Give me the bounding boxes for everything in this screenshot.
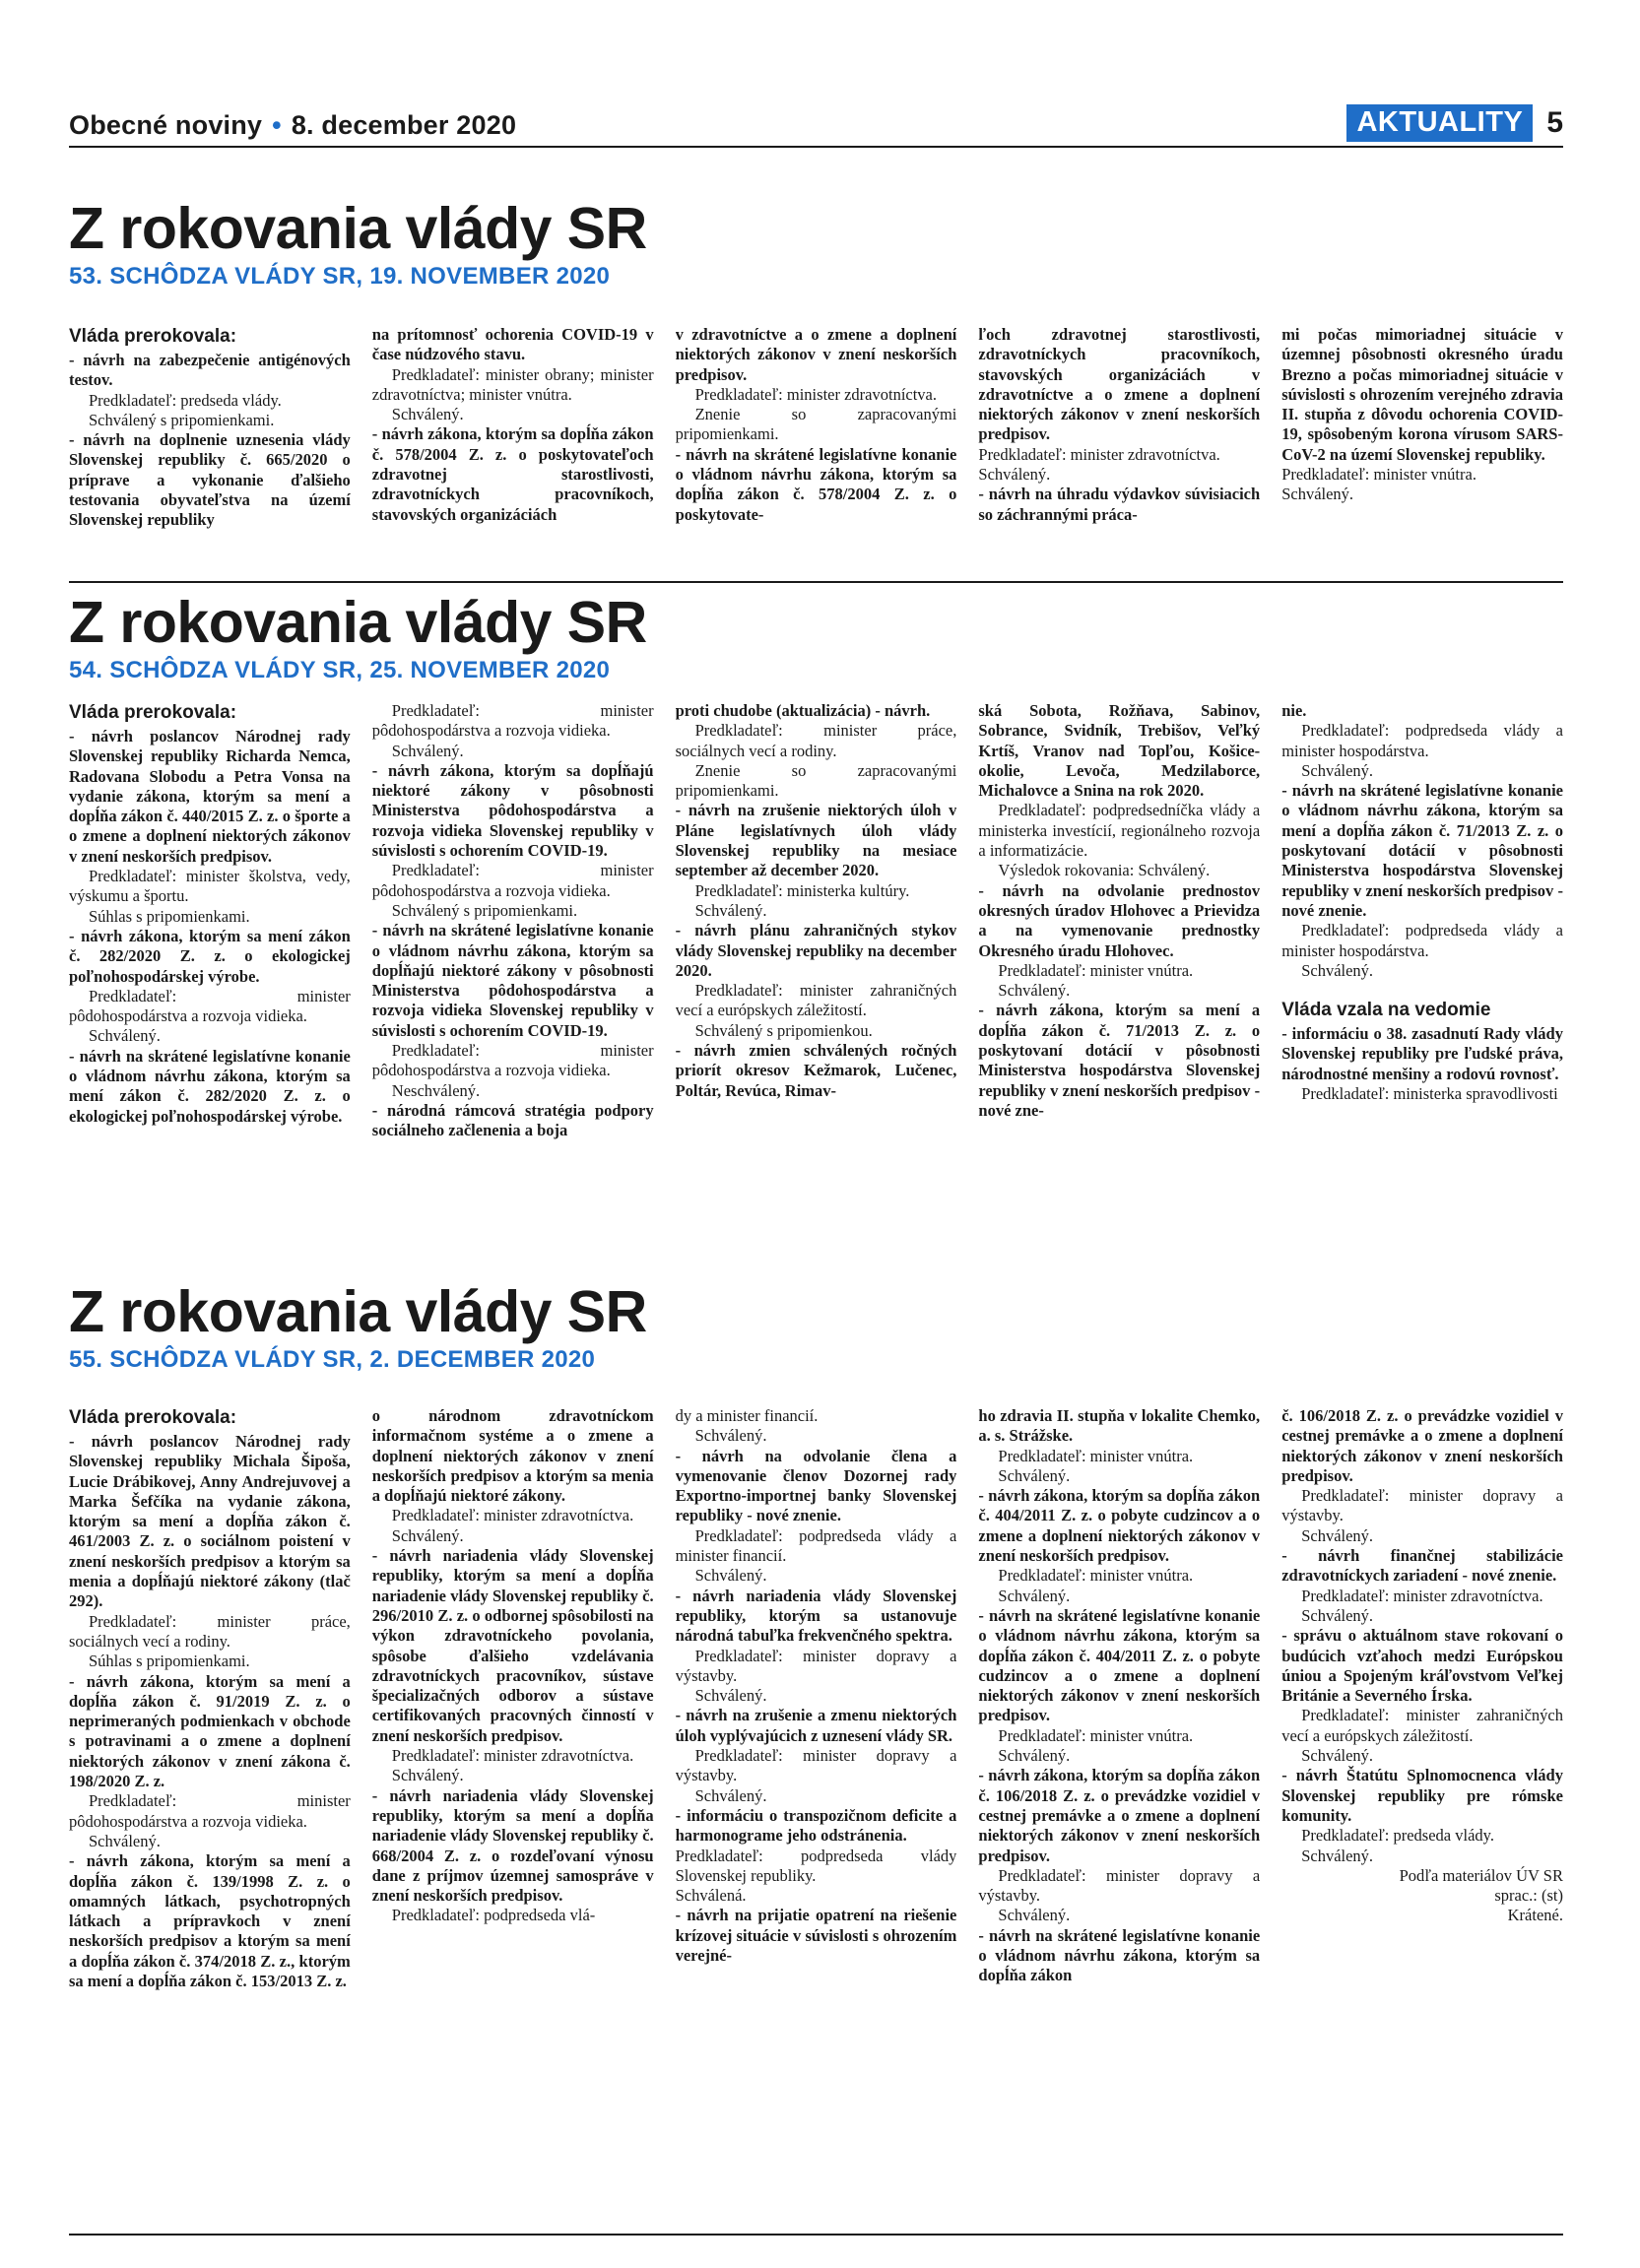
column-1 bbox=[69, 1406, 351, 2220]
agenda-note: Schválený. bbox=[1301, 1605, 1374, 1625]
agenda-item: - návrh na odvolanie prednostov okresných úradov Hlohovec a Prievidza a na vymenovanie prednostky Okresného úradu Hlohovec. bbox=[978, 880, 1261, 960]
article-subtitle: 53. SCHÔDZA VLÁDY SR, 19. NOVEMBER 2020 bbox=[69, 263, 611, 290]
agenda-item: - návrh na skrátené legislatívne konanie o vládnom návrhu zákona, ktorým sa dopĺňajú niektoré zákony v pôsobnosti Ministerstva pôdohospodárstva a rozvoja vidieka Slovenskej republiky v súvislosti s ochorením COVID-19. bbox=[371, 921, 654, 1040]
agenda-note: Predkladateľ: minister vnútra. bbox=[998, 1446, 1194, 1465]
agenda-item: - návrh plánu zahraničných stykov vlády Slovenskej republiky na december 2020. bbox=[675, 921, 957, 980]
agenda-note: Predkladateľ: minister školstva, vedy, výskumu a športu. bbox=[69, 867, 351, 906]
agenda-item: nie. bbox=[1281, 701, 1307, 720]
section-heading: Vláda prerokovala: bbox=[69, 702, 237, 723]
agenda-note: Schválený. bbox=[998, 1586, 1071, 1605]
agenda-note: Predkladateľ: minister zdravotníctva. bbox=[694, 384, 938, 404]
agenda-item: - návrh zákona, ktorým sa dopĺňa zákon č. 578/2004 Z. z. o poskytovateľoch zdravotnej starostlivosti, zdravotníckych pracovníkoch, stavovských organizáciách bbox=[371, 424, 654, 524]
section-heading: Vláda prerokovala: bbox=[69, 326, 237, 347]
agenda-note: Schválený. bbox=[89, 1831, 161, 1850]
agenda-note: Predkladateľ: predseda vlády. bbox=[1301, 1826, 1494, 1846]
agenda-note: dy a minister financií. bbox=[675, 1406, 819, 1425]
agenda-note: Výsledok rokovania: Schválený. bbox=[998, 861, 1211, 880]
article-columns bbox=[69, 1406, 1563, 2220]
agenda-item: - návrh na skrátené legislatívne konanie o vládnom návrhu zákona, ktorým sa mení zákon č. 282/2020 Z. z. o ekologickej poľnohospodárskej výrobe. bbox=[69, 1046, 351, 1126]
article-session-55 bbox=[69, 1279, 1563, 1991]
agenda-note: Schválený. bbox=[1301, 960, 1374, 980]
agenda-item: mi počas mimoriadnej situácie v územnej pôsobnosti okresného úradu Brezno a počas mimoriadnej situácie v súvislosti s ohrozením verejného zdravia II. stupňa z dôvodu ochorenia COVID-19, spôsobeným korona vírusom SARS-CoV-2 na území Slovenskej republiky. bbox=[1281, 325, 1563, 464]
agenda-note: Schválený. bbox=[998, 1906, 1071, 1925]
agenda-note: Predkladateľ: minister vnútra. bbox=[998, 1566, 1194, 1586]
article-title: Z rokovania vlády SR bbox=[69, 196, 647, 261]
agenda-note: Predkladateľ: podpredseda vlády Slovenskej republiky. bbox=[675, 1846, 957, 1885]
agenda-note: Predkladateľ: minister dopravy a výstavby. bbox=[978, 1865, 1261, 1906]
agenda-note: Schválený s pripomienkami. bbox=[391, 900, 578, 920]
bullet-separator: • bbox=[272, 110, 282, 140]
agenda-note: Predkladateľ: podpredseda vlá- bbox=[391, 1906, 596, 1925]
agenda-item: - návrh na doplnenie uznesenia vlády Slovenskej republiky č. 665/2020 o príprave a vykonanie ďalšieho testovania obyvateľstva na území Slovenskej republiky bbox=[69, 430, 351, 530]
agenda-note: Schválený. bbox=[391, 405, 464, 424]
agenda-item: ľoch zdravotnej starostlivosti, zdravotníckych pracovníkoch, stavovských organizáciách v zdravotníctve a o zmene a doplnení niektorých zákonov v znení neskorších predpisov. bbox=[978, 325, 1261, 444]
bottom-rule bbox=[69, 2234, 1563, 2236]
agenda-item: - návrh na skrátené legislatívne konanie o vládnom návrhu zákona, ktorým sa mení a dopĺňa zákon č. 71/2013 Z. z. o poskytovaní dotácií v pôsobnosti Ministerstva hospodárstva Slovenskej republiky v znení neskorších predpisov - nové znenie. bbox=[1281, 781, 1563, 920]
article-subtitle: 54. SCHÔDZA VLÁDY SR, 25. NOVEMBER 2020 bbox=[69, 657, 611, 683]
agenda-item: - návrh zákona, ktorým sa mení a dopĺňa zákon č. 91/2019 Z. z. o neprimeraných podmienkach v obchode s potravinami a o zmene a doplnení niektorých zákonov v znení zákona č. 198/2020 Z. z. bbox=[69, 1671, 351, 1791]
column-3 bbox=[676, 1406, 957, 2220]
masthead-right bbox=[1346, 104, 1563, 142]
column-2 bbox=[372, 1406, 654, 2220]
agenda-note: Schválený. bbox=[694, 1785, 767, 1805]
agenda-note: Predkladateľ: minister pôdohospodárstva a rozvoja vidieka. bbox=[371, 701, 654, 741]
source-credit: Podľa materiálov ÚV SR bbox=[1399, 1865, 1563, 1885]
column-1 bbox=[69, 325, 351, 575]
agenda-item: - návrh na skrátené legislatívne konanie o vládnom návrhu zákona, ktorým sa dopĺňa zákon bbox=[978, 1925, 1261, 1985]
agenda-note: Schválený. bbox=[1301, 760, 1374, 780]
agenda-item: - návrh zákona, ktorým sa mení zákon č. 282/2020 Z. z. o ekologickej poľnohospodárskej výrobe. bbox=[69, 926, 351, 986]
agenda-note: Schválený. bbox=[391, 1766, 464, 1785]
masthead bbox=[69, 102, 1563, 148]
agenda-note: Predkladateľ: minister zdravotníctva. bbox=[978, 444, 1220, 464]
column-4 bbox=[978, 701, 1260, 1231]
agenda-note: Predkladateľ: minister zdravotníctva. bbox=[391, 1746, 634, 1766]
agenda-note: Schválený. bbox=[998, 1465, 1071, 1485]
column-1 bbox=[69, 701, 351, 1231]
paper-name: Obecné noviny bbox=[69, 110, 263, 140]
agenda-item: - návrh finančnej stabilizácie zdravotníckych zariadení - nové znenie. bbox=[1281, 1546, 1563, 1586]
agenda-item: č. 106/2018 Z. z. o prevádzke vozidiel v cestnej premávke a o zmene a doplnení niektorých zákonov v znení neskorších predpisov. bbox=[1281, 1406, 1563, 1485]
agenda-note: Predkladateľ: minister práce, sociálnych vecí a rodiny. bbox=[675, 721, 957, 760]
agenda-note: Predkladateľ: predseda vlády. bbox=[89, 390, 282, 410]
agenda-item: na prítomnosť ochorenia COVID-19 v čase núdzového stavu. bbox=[371, 325, 654, 364]
agenda-note: Neschválený. bbox=[391, 1080, 481, 1100]
agenda-item: proti chudobe (aktualizácia) - návrh. bbox=[675, 701, 931, 720]
agenda-note: Predkladateľ: minister pôdohospodárstva a rozvoja vidieka. bbox=[69, 986, 351, 1026]
agenda-note: Schválený. bbox=[1281, 485, 1354, 504]
article-subtitle: 55. SCHÔDZA VLÁDY SR, 2. DECEMBER 2020 bbox=[69, 1346, 596, 1373]
column-5 bbox=[1281, 325, 1563, 575]
agenda-item: - návrh zákona, ktorým sa mení a dopĺňa zákon č. 139/1998 Z. z. o omamných látkach, psychotropných látkach a prípravkoch v znení neskorších predpisov a ktorým sa mení a dopĺňa zákon č. 374/2018 Z. z., ktorým sa mení a dopĺňa zákon č. 153/2013 Z. z. bbox=[69, 1851, 351, 1991]
agenda-note: Predkladateľ: minister zdravotníctva. bbox=[391, 1506, 634, 1525]
agenda-item: - návrh poslancov Národnej rady Slovenskej republiky Michala Šipoša, Lucie Drábikovej, Anny Andrejuvovej a Marka Šefčíka na vydanie zákona, ktorým sa mení a dopĺňa zákon č. 461/2003 Z. z. o sociálnom poistení v znení neskorších predpisov a ktorým sa menia a dopĺňajú niektoré zákony (tlač 292). bbox=[69, 1432, 351, 1611]
agenda-note: Predkladateľ: podpredseda vlády a minister financií. bbox=[675, 1525, 957, 1566]
article-session-53 bbox=[69, 196, 1563, 530]
agenda-item: - návrh na úhradu výdavkov súvisiacich so záchrannými práca- bbox=[978, 485, 1261, 524]
agenda-item: - návrh na zrušenie niektorých úloh v Pláne legislatívnych úloh vlády Slovenskej republiky na mesiace september až december 2020. bbox=[675, 801, 957, 880]
agenda-note: Predkladateľ: minister zahraničných vecí a európskych záležitostí. bbox=[675, 981, 957, 1020]
agenda-note: Schválený. bbox=[998, 1746, 1071, 1766]
agenda-item: - správu o aktuálnom stave rokovaní o budúcich vzťahoch medzi Európskou úniou a Spojeným kráľovstvom Veľkej Británie a Severného Írska. bbox=[1281, 1626, 1563, 1706]
agenda-note: Schválený. bbox=[694, 1686, 767, 1706]
agenda-note: Predkladateľ: minister práce, sociálnych vecí a rodiny. bbox=[69, 1611, 351, 1651]
agenda-note: Predkladateľ: podpredsedníčka vlády a ministerka investícií, regionálneho rozvoja a informatizácie. bbox=[978, 801, 1261, 861]
agenda-note: Schválený. bbox=[1301, 1525, 1374, 1545]
column-3 bbox=[676, 701, 957, 1231]
agenda-note: Predkladateľ: minister obrany; minister zdravotníctva; minister vnútra. bbox=[371, 364, 654, 404]
agenda-note: Schválený s pripomienkami. bbox=[89, 410, 275, 429]
column-4 bbox=[978, 325, 1260, 575]
agenda-note: Predkladateľ: minister dopravy a výstavby. bbox=[675, 1646, 957, 1685]
article-title: Z rokovania vlády SR bbox=[69, 1279, 647, 1344]
agenda-note: Predkladateľ: ministerka spravodlivosti bbox=[1301, 1084, 1558, 1104]
agenda-item: - návrh na zrušenie a zmenu niektorých úloh vyplývajúcich z uznesení vlády SR. bbox=[675, 1706, 957, 1745]
agenda-item: - návrh na odvolanie člena a vymenovanie členov Dozornej rady Exportno-importnej banky Slovenskej republiky - nové znenie. bbox=[675, 1446, 957, 1525]
agenda-note: Predkladateľ: ministerka kultúry. bbox=[694, 880, 910, 900]
column-2 bbox=[372, 701, 654, 1231]
agenda-item: ská Sobota, Rožňava, Sabinov, Sobrance, Svidník, Trebišov, Veľký Krtíš, Vranov nad Topľou, Košice-okolie, Levoča, Medzilaborce, Michalovce a Snina na rok 2020. bbox=[978, 701, 1261, 801]
agenda-item: - návrh zmien schválených ročných priorít okresov Kežmarok, Lučenec, Poltár, Revúca, Rimav- bbox=[675, 1041, 957, 1100]
agenda-item: - informáciu o 38. zasadnutí Rady vlády Slovenskej republiky pre ľudské práva, národnostné menšiny a rodovú rovnosť. bbox=[1281, 1024, 1563, 1083]
agenda-item: - návrh zákona, ktorým sa dopĺňajú niektoré zákony v pôsobnosti Ministerstva pôdohospodárstva a rozvoja vidieka Slovenskej republiky v súvislosti s ochorením COVID-19. bbox=[371, 760, 654, 861]
agenda-note: Predkladateľ: minister zdravotníctva. bbox=[1301, 1586, 1543, 1605]
agenda-note: Znenie so zapracovanými pripomienkami. bbox=[675, 405, 957, 444]
agenda-note: Schválený. bbox=[694, 900, 767, 920]
agenda-note: Predkladateľ: podpredseda vlády a minister hospodárstva. bbox=[1281, 721, 1563, 760]
section-heading: Vláda prerokovala: bbox=[69, 1407, 237, 1428]
agenda-note: Predkladateľ: podpredseda vlády a minister hospodárstva. bbox=[1281, 921, 1563, 960]
section-heading: Vláda vzala na vedomie bbox=[1281, 1000, 1491, 1021]
agenda-note: Schválený. bbox=[391, 741, 464, 760]
agenda-item: - návrh zákona, ktorým sa mení a dopĺňa zákon č. 71/2013 Z. z. o poskytovaní dotácií v pôsobnosti Ministerstva hospodárstva Slovenskej republiky v znení neskorších predpisov - nové zne- bbox=[978, 1001, 1261, 1120]
agenda-item: - návrh Štatútu Splnomocnenca vlády Slovenskej republiky pre rómske komunity. bbox=[1281, 1766, 1563, 1825]
agenda-item: - návrh zákona, ktorým sa dopĺňa zákon č. 106/2018 Z. z. o prevádzke vozidiel v cestnej premávke a o zmene a doplnení niektorých zákonov v znení neskorších predpisov. bbox=[978, 1766, 1261, 1865]
agenda-item: - návrh nariadenia vlády Slovenskej republiky, ktorým sa ustanovuje národná tabuľka frekvenčného spektra. bbox=[675, 1586, 957, 1646]
page-number: 5 bbox=[1546, 106, 1563, 139]
agenda-note: Súhlas s pripomienkami. bbox=[89, 1652, 250, 1671]
article-session-54 bbox=[69, 590, 1563, 1140]
column-3 bbox=[676, 325, 957, 575]
agenda-item: - návrh na zabezpečenie antigénových testov. bbox=[69, 351, 351, 390]
source-credit: sprac.: (st) bbox=[1494, 1886, 1563, 1906]
agenda-note: Schválený. bbox=[89, 1026, 161, 1046]
agenda-note: Schválená. bbox=[675, 1886, 747, 1906]
agenda-item: - národná rámcová stratégia podpory sociálneho začlenenia a boja bbox=[371, 1100, 654, 1140]
agenda-note: Predkladateľ: minister dopravy a výstavby. bbox=[675, 1746, 957, 1785]
agenda-note: Schválený s pripomienkou. bbox=[694, 1020, 873, 1040]
agenda-item: - návrh nariadenia vlády Slovenskej republiky, ktorým sa mení a dopĺňa nariadenie vlády Slovenskej republiky č. 668/2004 Z. z. o rozdeľovaní výnosu dane z príjmov územnej samospráve v znení neskorších predpisov. bbox=[371, 1785, 654, 1906]
agenda-note: Schválený. bbox=[978, 465, 1051, 485]
agenda-note: Predkladateľ: minister vnútra. bbox=[998, 960, 1194, 980]
column-5 bbox=[1281, 1406, 1563, 2220]
agenda-note: Predkladateľ: minister vnútra. bbox=[1281, 465, 1476, 485]
column-4 bbox=[978, 1406, 1260, 2220]
agenda-note: Schválený. bbox=[1301, 1746, 1374, 1766]
agenda-item: ho zdravia II. stupňa v lokalite Chemko, a. s. Strážske. bbox=[978, 1406, 1261, 1446]
agenda-item: - návrh poslancov Národnej rady Slovenskej republiky Richarda Nemca, Radovana Slobodu a Petra Vonsa na vydanie zákona, ktorým sa mení a dopĺňa zákon č. 440/2015 Z. z. o športe a o zmene a doplnení niektorých zákonov v znení neskorších predpisov. bbox=[69, 727, 351, 866]
column-5 bbox=[1281, 701, 1563, 1231]
agenda-note: Schválený. bbox=[391, 1525, 464, 1545]
article-title: Z rokovania vlády SR bbox=[69, 590, 647, 655]
article-columns bbox=[69, 325, 1563, 575]
agenda-note: Schválený. bbox=[694, 1566, 767, 1586]
column-2 bbox=[372, 325, 654, 575]
agenda-note: Schválený. bbox=[1301, 1846, 1374, 1865]
agenda-note: Predkladateľ: minister pôdohospodárstva a rozvoja vidieka. bbox=[69, 1791, 351, 1831]
agenda-note: Schválený. bbox=[998, 981, 1071, 1001]
agenda-item: - návrh nariadenia vlády Slovenskej republiky, ktorým sa mení a dopĺňa nariadenie vlády Slovenskej republiky č. 296/2010 Z. z. o odbornej spôsobilosti na výkon zdravotníckeho povolania, spôsobe ďalšieho vzdelávania zdravotníckych pracovníkov, sústave špecializačných odborov a sústave certifikovaných pracovných činností v znení neskorších predpisov. bbox=[371, 1546, 654, 1745]
agenda-item: - informáciu o transpozičnom deficite a harmonograme jeho odstránenia. bbox=[675, 1805, 957, 1846]
section-divider bbox=[69, 581, 1563, 583]
agenda-note: Schválený. bbox=[694, 1426, 767, 1446]
issue-date: 8. december 2020 bbox=[291, 110, 517, 140]
agenda-item: - návrh na skrátené legislatívne konanie o vládnom návrhu zákona, ktorým sa dopĺňa zákon č. 578/2004 Z. z. o poskytovate- bbox=[675, 444, 957, 524]
agenda-item: - návrh na prijatie opatrení na riešenie krízovej situácie v súvislosti s ohrozením verejné- bbox=[675, 1906, 957, 1966]
section-label: AKTUALITY bbox=[1346, 104, 1533, 142]
agenda-item: o národnom zdravotníckom informačnom systéme a o zmene a doplnení niektorých zákonov v znení neskorších predpisov a ktorým sa menia a dopĺňajú niektoré zákony. bbox=[371, 1406, 654, 1506]
agenda-note: Znenie so zapracovanými pripomienkami. bbox=[675, 760, 957, 801]
masthead-left bbox=[69, 110, 516, 141]
agenda-item: - návrh zákona, ktorým sa dopĺňa zákon č. 404/2011 Z. z. o pobyte cudzincov a o zmene a doplnení niektorých zákonov v znení neskorších predpisov. bbox=[978, 1486, 1261, 1566]
agenda-note: Predkladateľ: minister vnútra. bbox=[998, 1725, 1194, 1745]
agenda-item: - návrh na skrátené legislatívne konanie o vládnom návrhu zákona, ktorým sa dopĺňa zákon č. 404/2011 Z. z. o pobyte cudzincov a o zmene a doplnení niektorých zákonov v znení neskorších predpisov. bbox=[978, 1605, 1261, 1725]
agenda-note: Predkladateľ: minister pôdohospodárstva a rozvoja vidieka. bbox=[371, 861, 654, 900]
agenda-note: Súhlas s pripomienkami. bbox=[89, 906, 250, 926]
source-credit: Krátené. bbox=[1507, 1906, 1563, 1925]
agenda-note: Predkladateľ: minister dopravy a výstavby. bbox=[1281, 1486, 1563, 1525]
agenda-note: Predkladateľ: minister pôdohospodárstva a rozvoja vidieka. bbox=[371, 1041, 654, 1080]
agenda-item: v zdravotníctve a o zmene a doplnení niektorých zákonov v znení neskorších predpisov. bbox=[675, 325, 957, 384]
agenda-note: Predkladateľ: minister zahraničných vecí a európskych záležitostí. bbox=[1281, 1706, 1563, 1745]
article-columns bbox=[69, 701, 1563, 1231]
